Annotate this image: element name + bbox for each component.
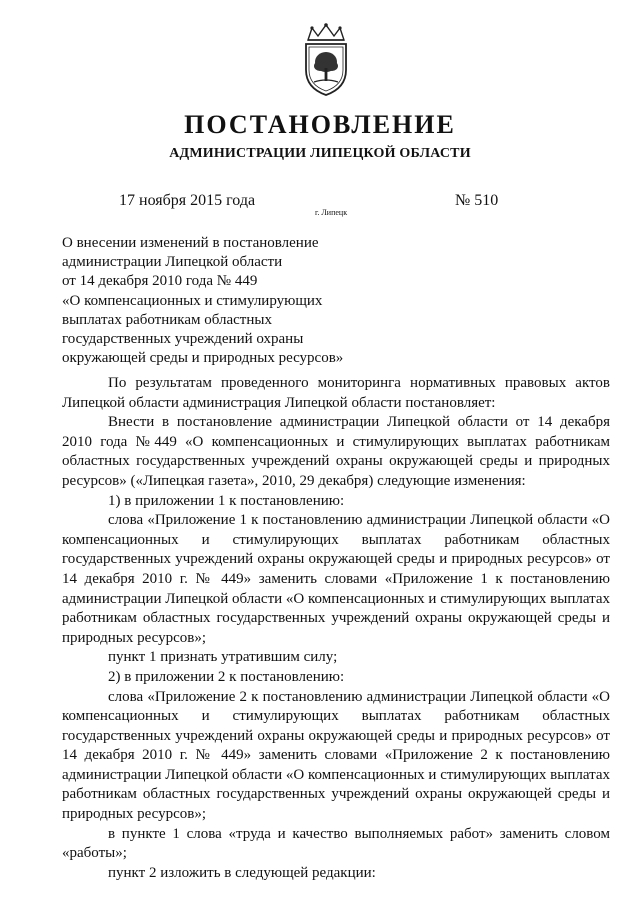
document-place: г. Липецк	[315, 208, 348, 217]
issuing-authority: АДМИНИСТРАЦИИ ЛИПЕЦКОЙ ОБЛАСТИ	[169, 146, 471, 161]
body-paragraph: 1) в приложении 1 к постановлению:	[108, 492, 345, 509]
coat-of-arms-icon	[296, 22, 356, 98]
document-title	[62, 234, 422, 368]
title-line: государственных учреждений охраны	[62, 331, 304, 348]
title-line: от 14 декабря 2010 года № 449	[62, 273, 258, 290]
body-paragraph: в пункте 1 слова «труда и качество выполняемых работ» заменить словом «работы»;	[62, 825, 610, 862]
body-paragraph: слова «Приложение 2 к постановлению администрации Липецкой области «О компенсационных и стимулирующих выплатах работникам областных государственных учреждений охраны окружающей среды и природных ресурсов» от 14 декабря 2010 г. № 449» заменить словами «Приложение 2 к постановлению администрации Липецкой области «О компенсационных и стимулирующих выплатах работникам областных государственных учреждений охраны окружающей среды и природных ресурсов»;	[62, 688, 610, 823]
body-paragraph: пункт 2 изложить в следующей редакции:	[108, 864, 376, 881]
title-line: окружающей среды и природных ресурсов»	[62, 350, 344, 367]
document-type: ПОСТАНОВЛЕНИЕ	[184, 110, 456, 139]
body-paragraph: По результатам проведенного мониторинга нормативных правовых актов Липецкой области администрация Липецкой области постановляет:	[62, 375, 610, 411]
document-date: 17 ноября 2015 года	[119, 192, 256, 209]
body-paragraph: 2) в приложении 2 к постановлению:	[108, 668, 345, 685]
body-paragraph: слова «Приложение 1 к постановлению администрации Липецкой области «О компенсационных и стимулирующих выплатах работникам областных государственных учреждений охраны окружающей среды и природных ресурсов» от 14 декабря 2010 г. № 449» заменить словами «Приложение 1 к постановлению администрации Липецкой области «О компенсационных и стимулирующих выплатах работникам областных государственных учреждений охраны окружающей среды и природных ресурсов»;	[62, 512, 610, 646]
document-number: № 510	[455, 192, 499, 209]
title-line: «О компенсационных и стимулирующих	[62, 292, 323, 309]
body-paragraph: пункт 1 признать утратившим силу;	[108, 649, 338, 666]
title-line: администрации Липецкой области	[62, 254, 283, 271]
document-body	[62, 374, 610, 883]
title-line: О внесении изменений в постановление	[62, 235, 319, 251]
body-paragraph: Внести в постановление администрации Липецкой области от 14 декабря 2010 года №449 «О компенсационных и стимулирующих выплатах работникам областных государственных учреждений охраны окружающей среды и природных ресурсов» («Липецкая газета», 2010, 29 декабря) следующие изменения:	[62, 414, 610, 489]
title-line: выплатах работникам областных	[62, 311, 272, 328]
